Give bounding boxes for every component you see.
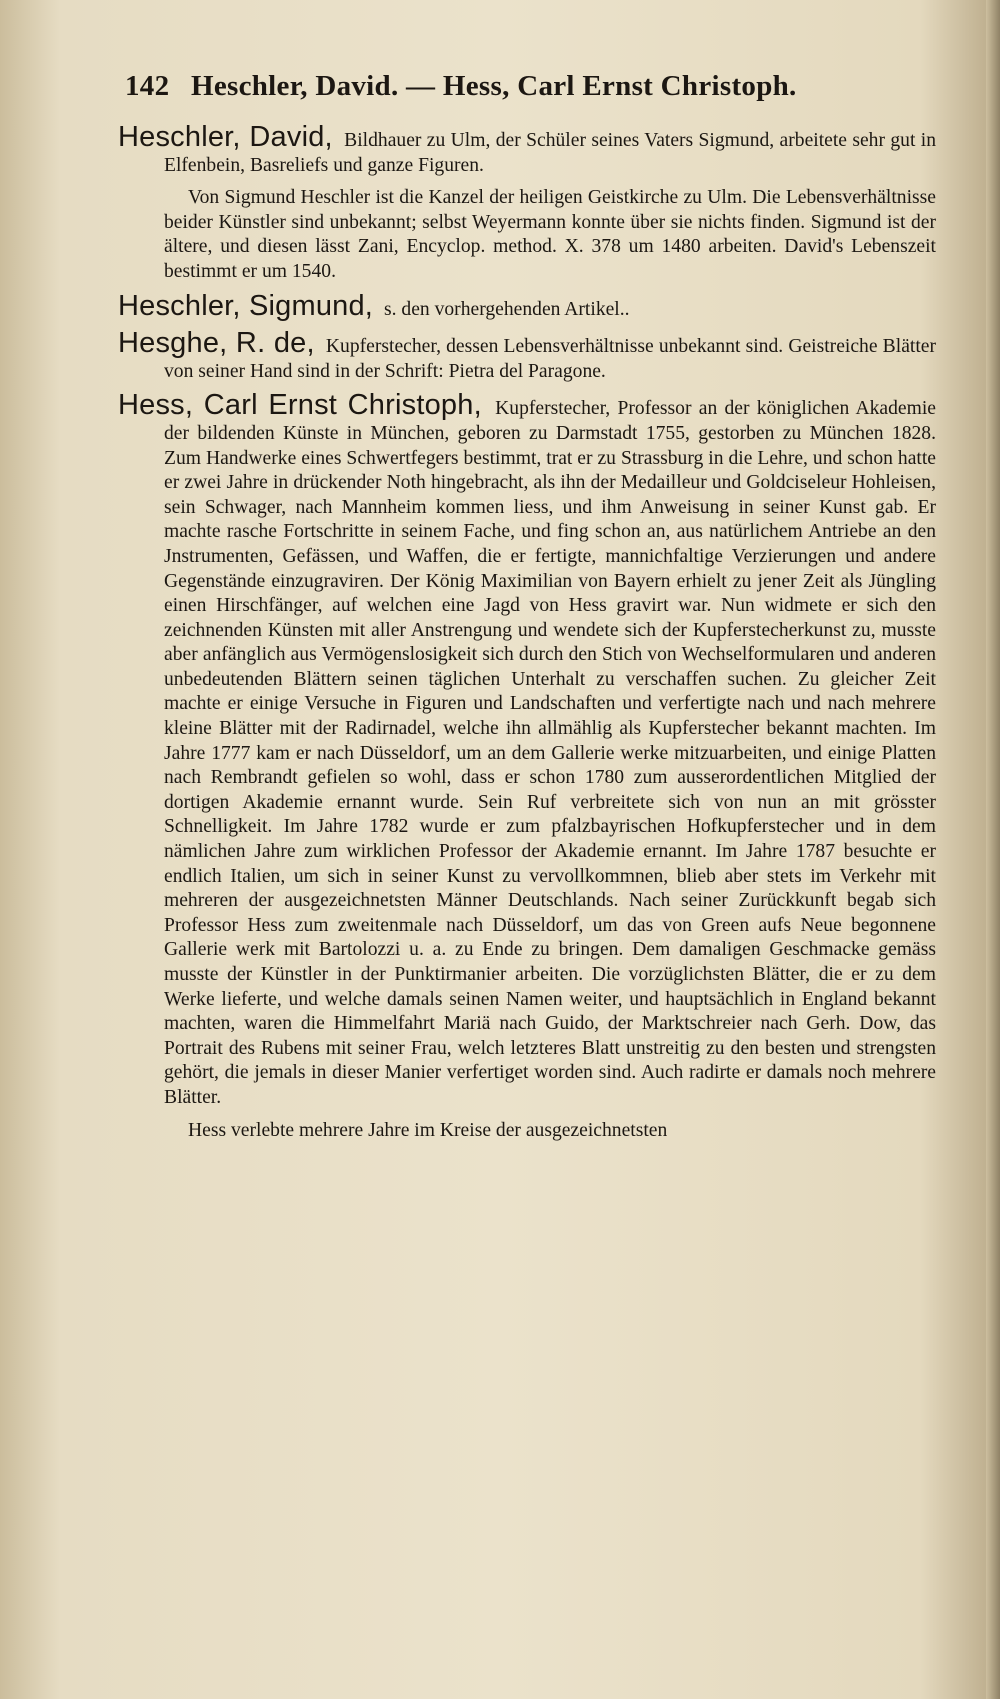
entry-note: Hess verlebte mehrere Jahre im Kreise der ausgezeichnetsten: [188, 1119, 668, 1141]
entry-text: s. den vorhergehenden Artikel..: [383, 298, 630, 320]
entry-headword: Heschler, Sigmund,: [118, 289, 374, 322]
entry-heschler-sigmund: [118, 289, 936, 323]
entry-headword: Hesghe, R. de,: [118, 327, 315, 360]
entry-hesghe: [118, 327, 936, 384]
entry-headword: Heschler, David,: [118, 121, 333, 153]
entry-text: Bildhauer zu Ulm, der Schüler seines Vaters Sigmund, arbeitete sehr gut in Elfenbein, Basreliefs und ganze Figuren.: [164, 130, 936, 176]
entry-text: Kupferstecher, Professor an der königlichen Akademie der bildenden Künste in München, geboren zu Darmstadt 1755, gestorben zu München 1828. Zum Handwerke eines Schwertfegers bestimmt, trat er zu Strassburg in die Lehre, und schon hatte er zwei Jahre in drückender Noth hingebracht, als ihn der Medailleur und Goldciseleur Hohleisen, sein Schwager, nach Mannheim kommen liess, und ihm Anweisung in seiner Kunst gab. Er machte rasche Fortschritte in seinem Fache, und fing schon an, aus natürlichem Antriebe an den Jnstrumenten, Gefässen, und Waffen, die er fertigte, mannichfaltige Verzierungen und andere Gegenstände einzugraviren. Der König Maximilian von Bayern erhielt zu jener Zeit als Jüngling einen Hirschfänger, auf welchen eine Jagd von Hess gravirt war. Nun widmete er sich den zeichnenden Künsten mit aller Anstrengung und wendete sich der Kupferstecherkunst zu, musste aber anfänglich aus Vermögenslosigkeit sich durch den Stich von Wechselformularen und anderen unbedeutenden Blättern seinen täglichen Unterhalt zu verschaffen suchen. Zu gleicher Zeit machte er einige Versuche in Figuren und Landschaften und verfertigte nach und nach mehrere kleine Blätter mit der Radirnadel, welche ihn allmählig als Kupferstecher bekannt machten. Im Jahre 1777 kam er nach Düsseldorf, um an dem Gallerie werke mitzuarbeiten, und einige Platten nach Rembrandt gefielen so wohl, dass er schon 1780 zum ausserordentlichen Mitglied der dortigen Akademie ernannt wurde. Sein Ruf verbreitete sich von nun an mit grösster Schnelligkeit. Im Jahre 1782 wurde er zum pfalzbayrischen Hofkupferstecher und in dem nämlichen Jahre zum wirklichen Professor der Akademie ernannt. Im Jahre 1787 besuchte er endlich Italien, um sich in seiner Kunst zu vervollkommnen, blieb aber stets im Verkehr mit mehreren der ausgezeichnetsten Männer Deutschlands. Nach seiner Zurückkunft begab sich Professor Hess zum zweitenmale nach Düsseldorf, um das von Green aufs Neue begonnene Gallerie werk mit Bartolozzi u. a. zu Ende zu bringen. Dem damaligen Geschmacke gemäss musste der Künstler in der Punktirmanier arbeiten. Die vorzüglichsten Blätter, die er zu dem Werke lieferte, und welche damals seinen Namen weiter, und hauptsächlich in England bekannt machten, waren die Himmelfahrt Mariä nach Guido, der Marktschreier nach Gerh. Dow, das Portrait des Rubens mit seiner Frau, welch letzteres Blatt unstreitig zu den besten und strengsten gehört, die jemals in dieser Manier verfertiget worden sind. Auch radirte er damals noch mehrere Blätter.: [164, 398, 937, 1108]
entry-heschler-david: [118, 121, 936, 285]
running-header: [125, 70, 885, 103]
page-number: 142: [125, 70, 170, 102]
running-title: Heschler, David. — Hess, Carl Ernst Christoph.: [190, 70, 797, 102]
entry-note: Von Sigmund Heschler ist die Kanzel der heiligen Geistkirche zu Ulm. Die Lebensverhältnisse beider Künstler sind unbekannt; selbst Weyermann konnte über sie nichts finden. Sigmund ist der ältere, und diesen lässt Zani, Encyclop. method. X. 378 um 1480 arbeiten. David's Lebenszeit bestimmt er um 1540.: [164, 187, 936, 282]
page-content: [118, 121, 937, 1152]
entry-headword: Hess, Carl Ernst Christoph,: [118, 389, 482, 422]
page-spine-edge: [986, 0, 1000, 1699]
entry-text: Kupferstecher, dessen Lebensverhältnisse unbekannt sind. Geistreiche Blätter von seiner Hand sind in der Schrift: Pietra del Paragone.: [164, 336, 936, 382]
entry-hess-carl: [118, 389, 937, 1143]
